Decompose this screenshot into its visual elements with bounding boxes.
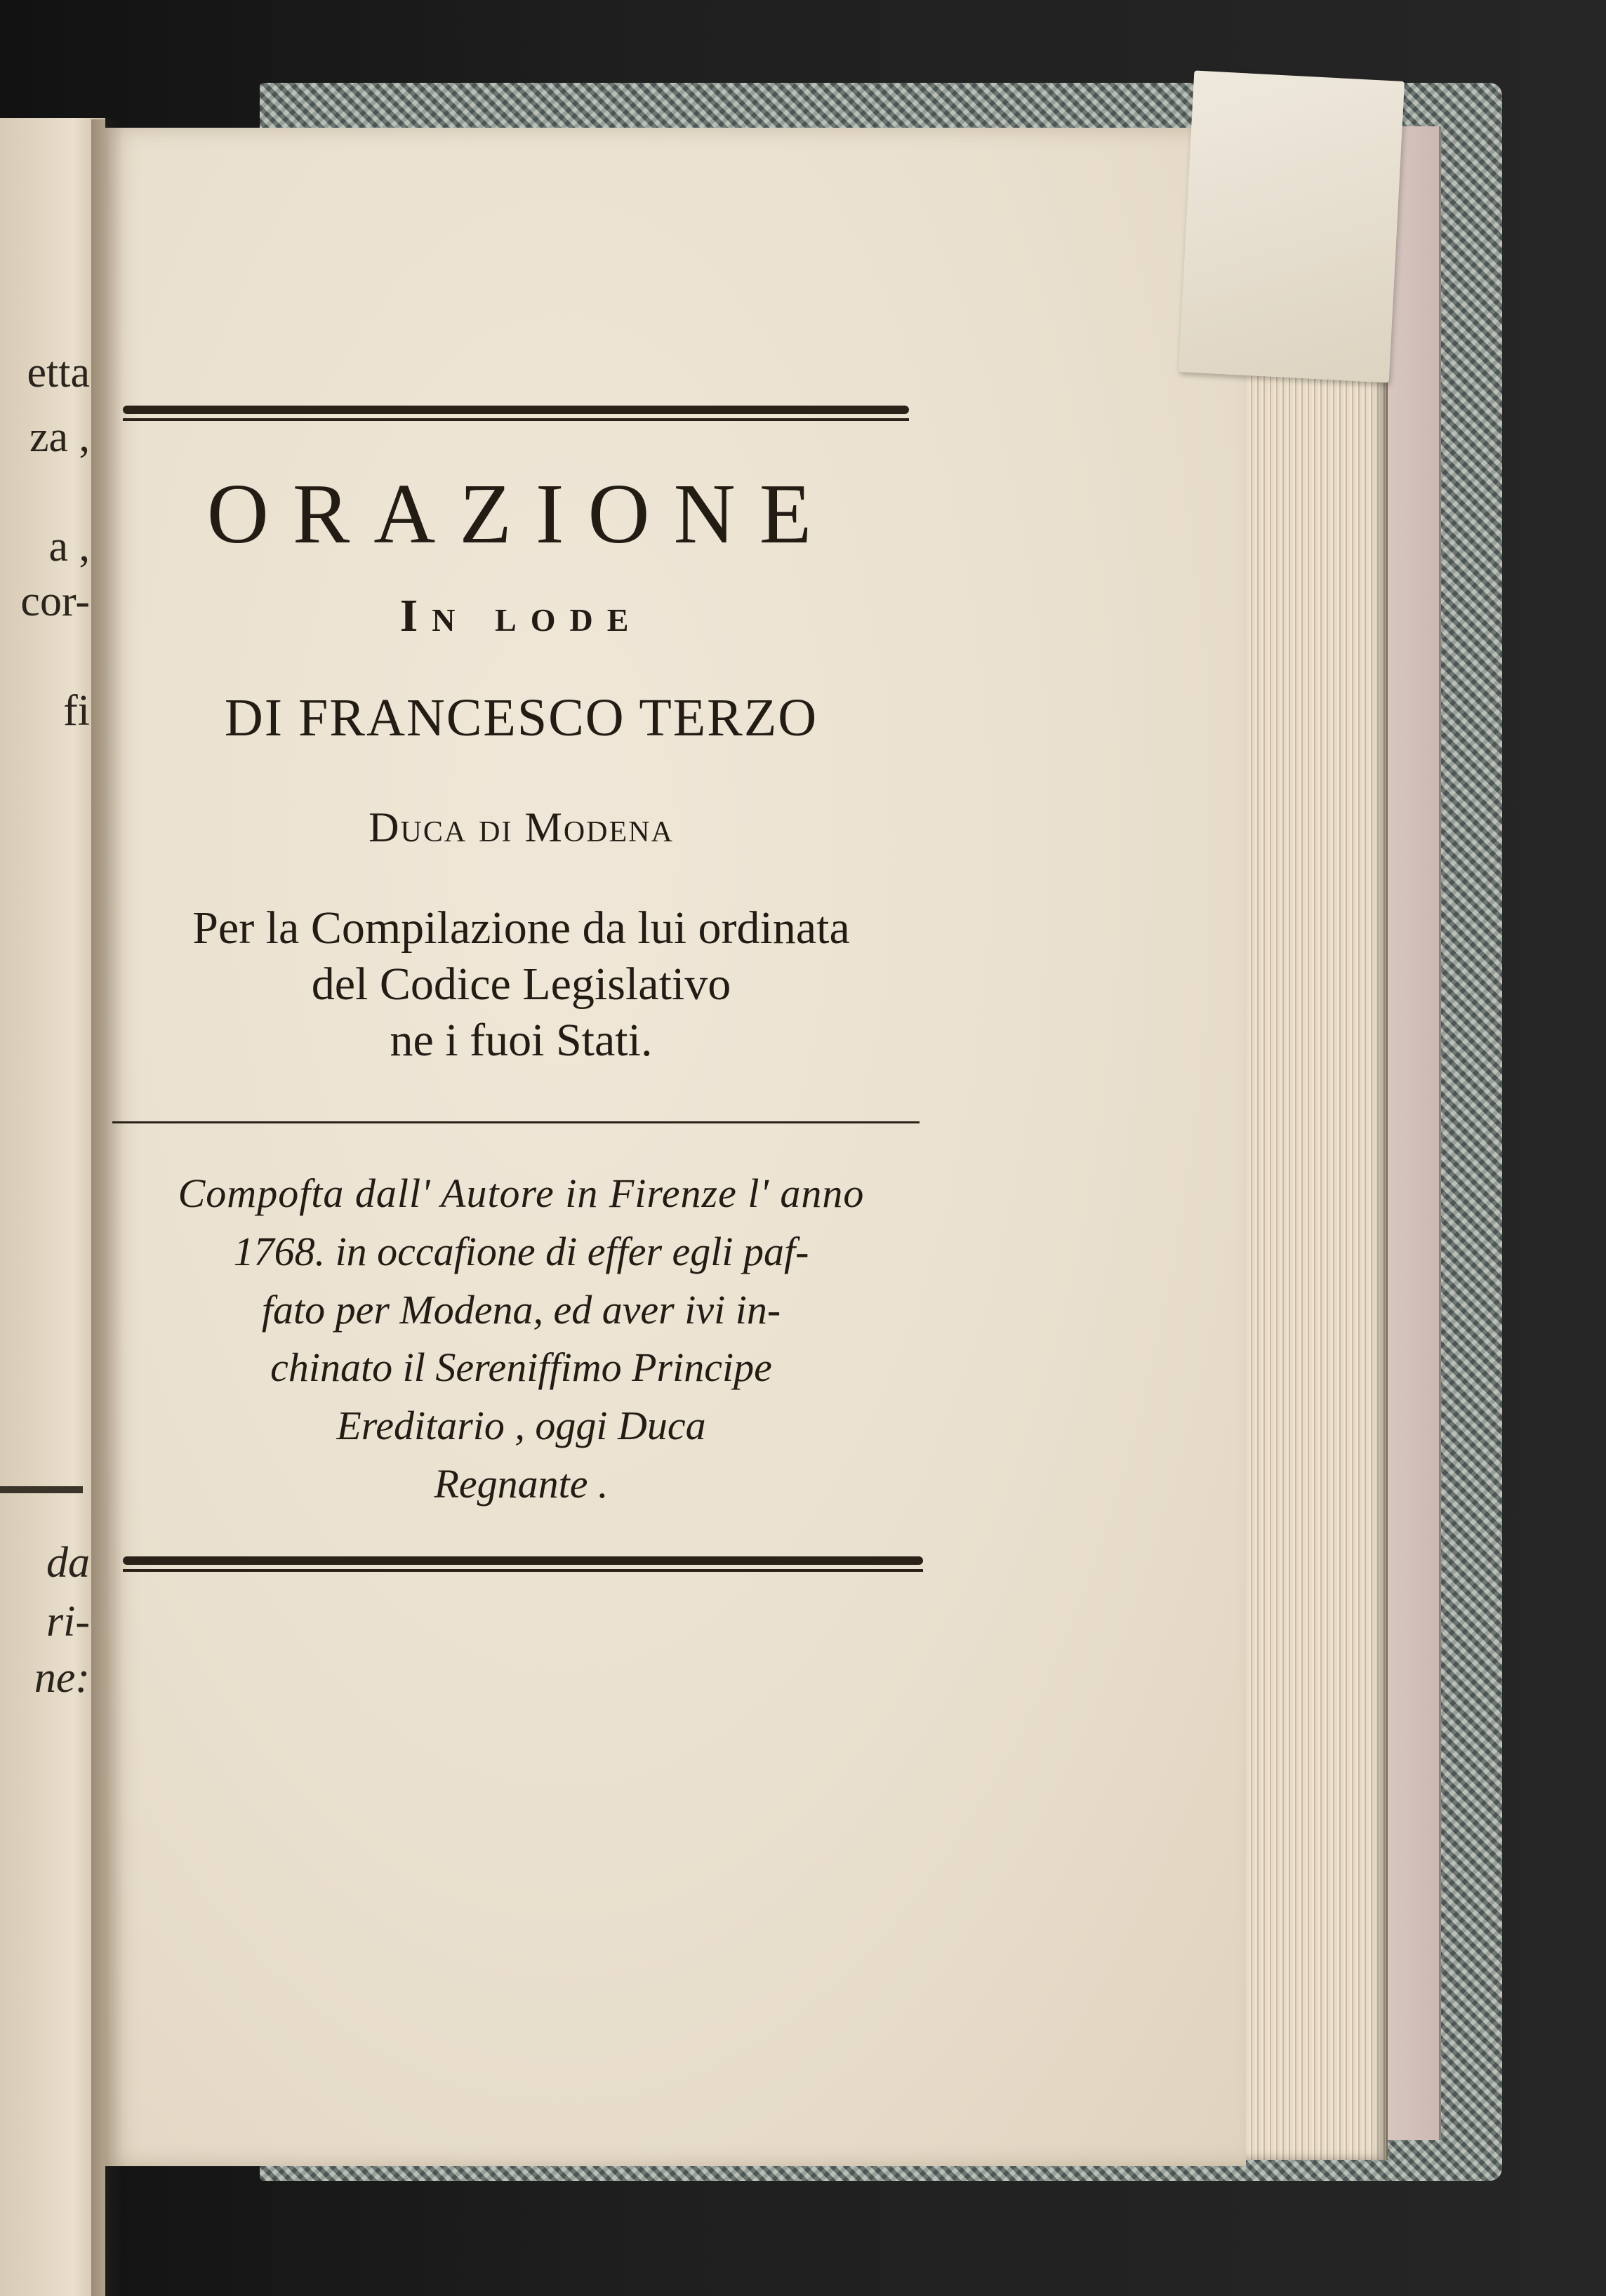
composition-note-line: chinato il Sereniffimo Principe — [270, 1344, 772, 1390]
description-line: Per la Compilazione da lui ordinata — [192, 902, 850, 954]
left-page-fragment: a , — [48, 523, 90, 570]
folded-paper-slip — [1179, 70, 1405, 382]
description-line: ne i fuoi Stati. — [390, 1015, 653, 1066]
left-page-fragment: ri- — [46, 1598, 90, 1646]
left-page-fragment: da — [46, 1539, 90, 1587]
left-page-fragment: za , — [29, 413, 90, 461]
bottom-double-rule — [123, 1556, 923, 1573]
composition-note-line: Regnante . — [434, 1461, 609, 1507]
page-title: ORAZIONE — [206, 467, 836, 561]
composition-note-line: 1768. in occafione di effer egli paf- — [233, 1229, 809, 1274]
honoree-title: Duca di Modena — [369, 804, 674, 850]
composition-note-line: Compofta dall' Autore in Firenze l' anno — [178, 1170, 865, 1216]
composition-note-line: fato per Modena, ed aver ivi in- — [261, 1287, 781, 1333]
left-page-fragment: etta — [27, 349, 90, 396]
composition-note-line: Ereditario , oggi Duca — [336, 1403, 706, 1448]
description-line: del Codice Legislativo — [311, 959, 731, 1010]
middle-rule — [112, 1121, 920, 1123]
left-page-fragment: fi — [63, 687, 90, 735]
top-double-rule — [123, 406, 909, 422]
left-page-fragment: ne: — [34, 1654, 90, 1702]
left-page-rule — [0, 1486, 83, 1493]
title-page — [105, 128, 1246, 2166]
left-page-fragment: cor- — [20, 578, 90, 625]
title-subtitle: In lode — [399, 590, 643, 641]
honoree-name: DI FRANCESCO TERZO — [224, 688, 818, 747]
book-page-edges — [1242, 132, 1388, 2160]
